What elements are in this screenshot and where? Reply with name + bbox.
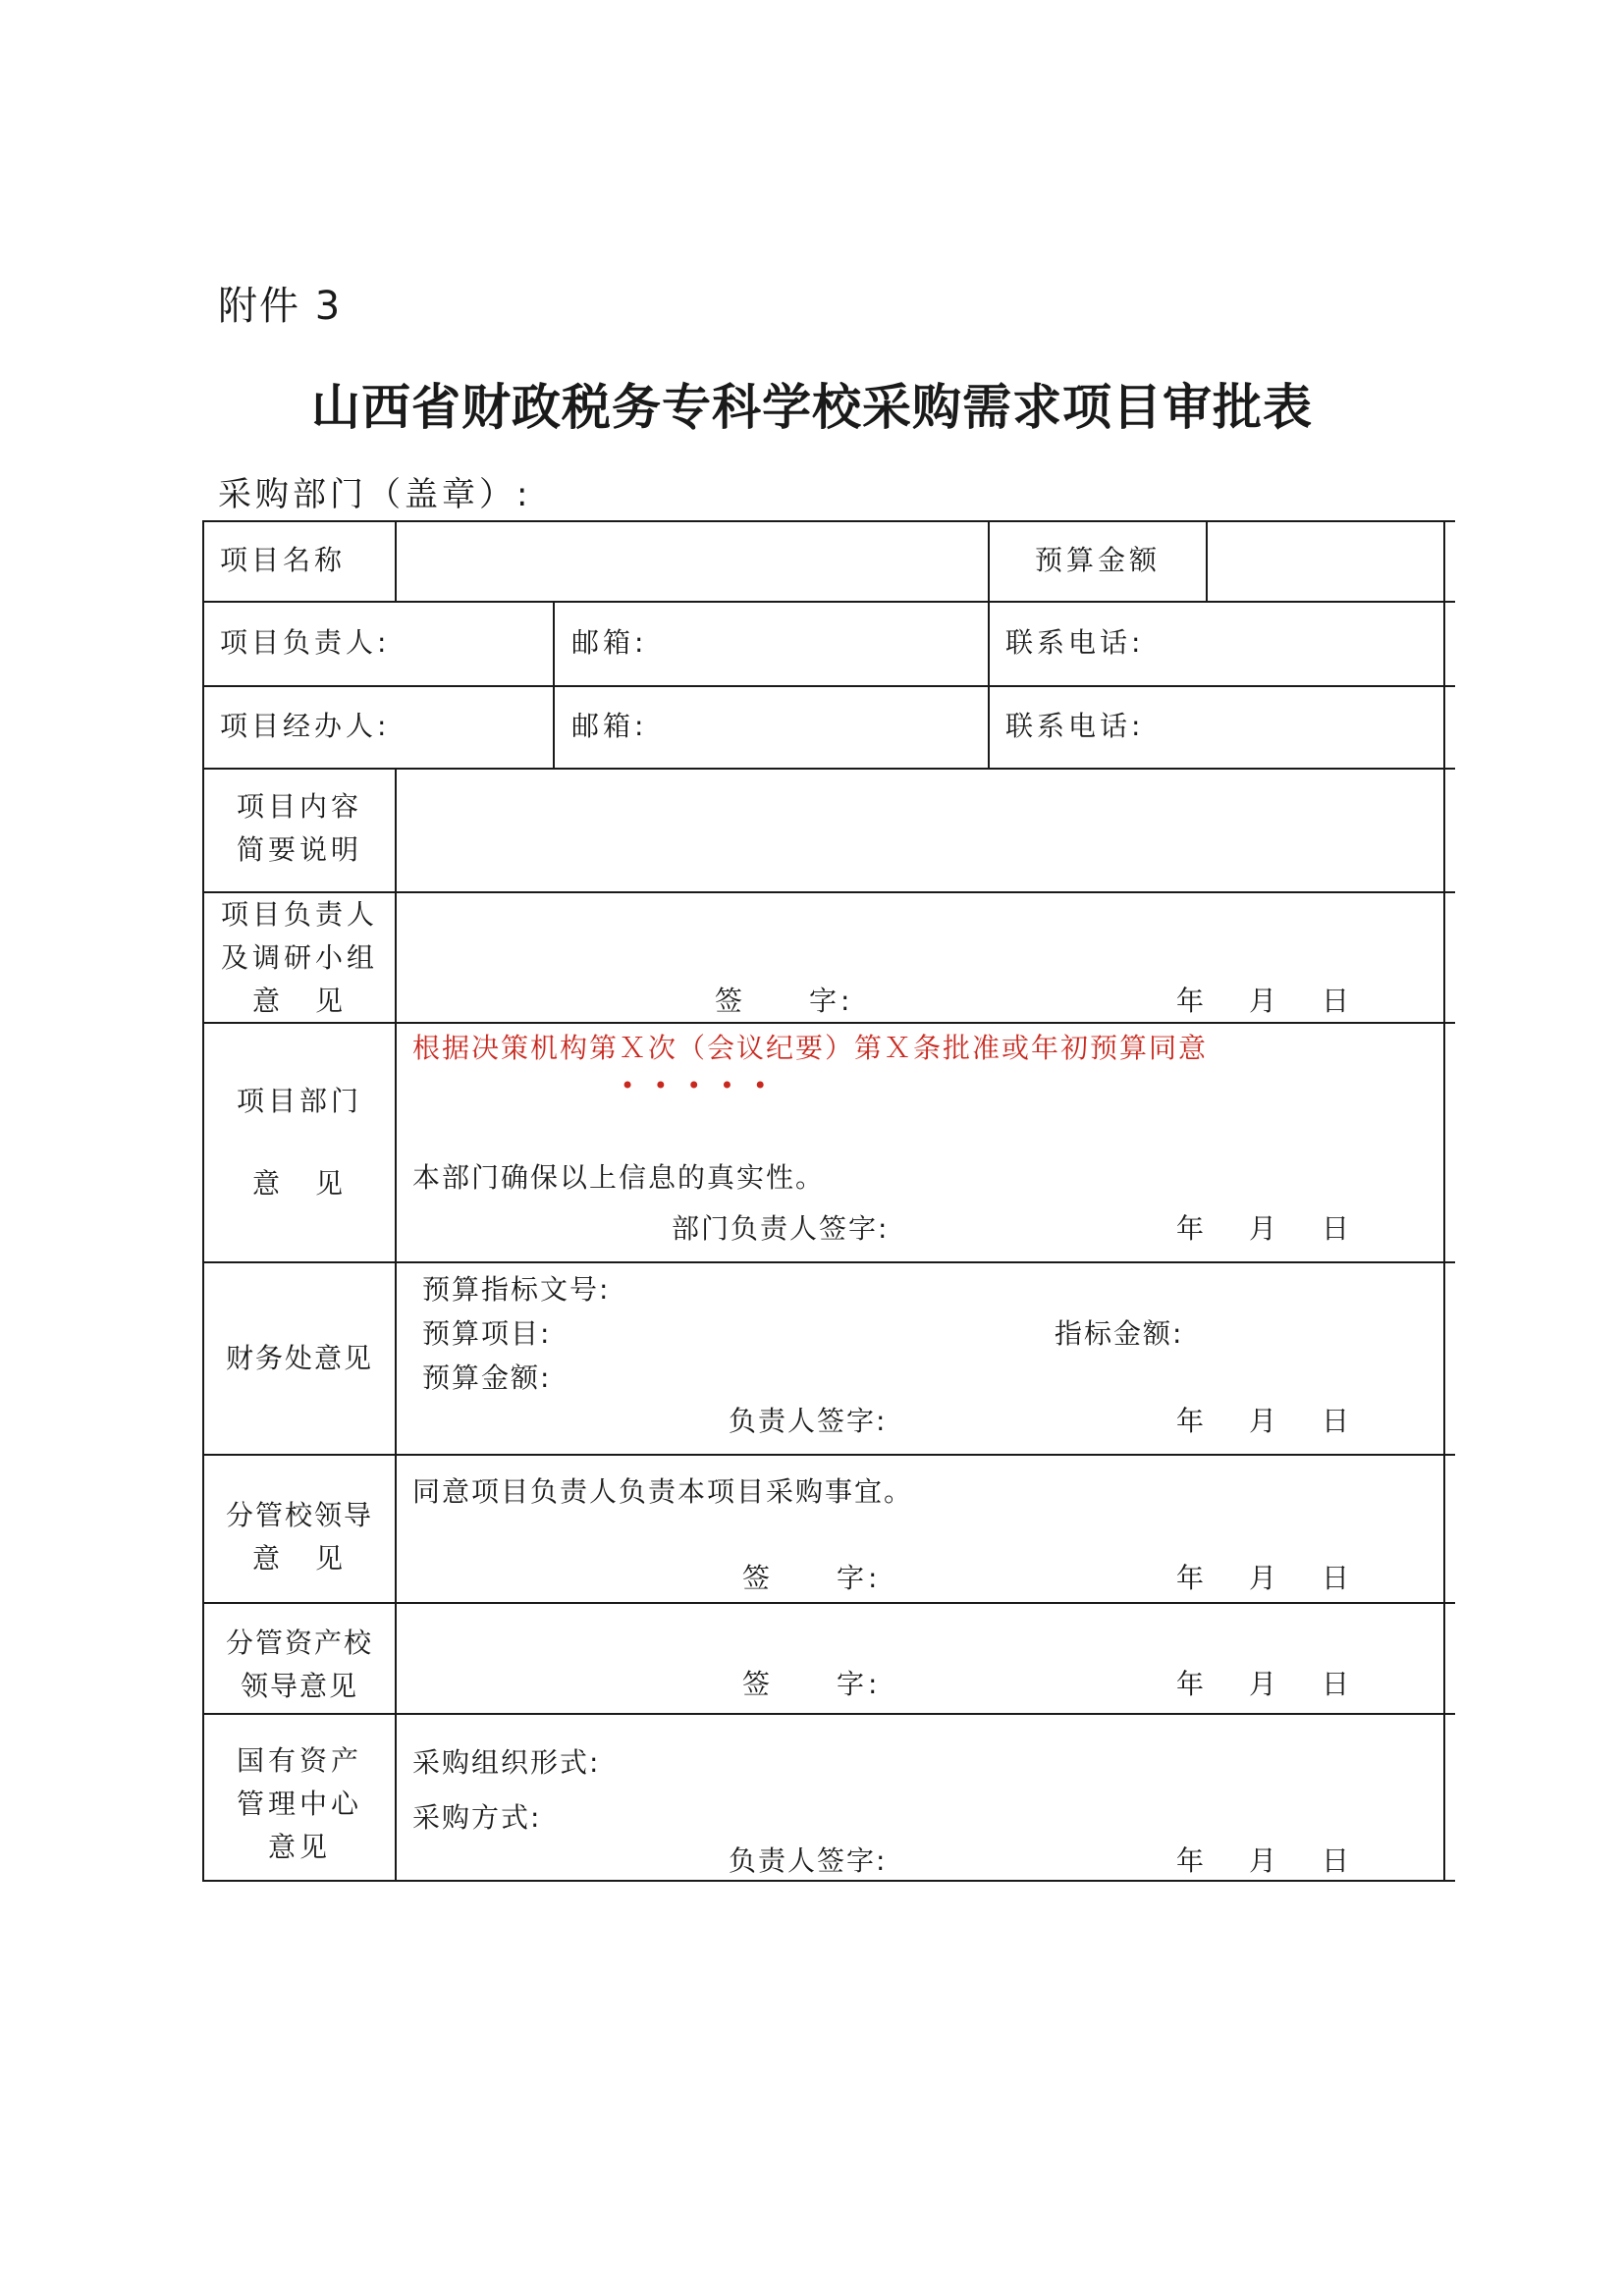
purchasing-department-label: 采购部门（盖章）: [218,475,532,514]
table-line [202,1713,1455,1715]
table-line [202,768,1455,770]
dept-opinion-label-line2: 意 见 [251,1167,347,1200]
finance-month: 月 [1249,1405,1281,1437]
state-asset-label-line1: 国有资产 [236,1744,362,1777]
research-sign-label: 签 字: [715,985,854,1017]
table-line [202,520,1455,522]
table-line [202,685,1455,687]
dept-statement: 本部门确保以上信息的真实性。 [412,1161,826,1194]
dept-sign-label: 部门负责人签字: [672,1212,890,1245]
table-line [395,768,397,1880]
finance-year: 年 [1176,1405,1209,1437]
state-asset-label-line3: 意见 [267,1831,331,1863]
table-line [202,891,1455,893]
budget-doc-no-label: 预算指标文号: [422,1273,611,1306]
table-line [1443,520,1445,1882]
asset-leader-label-line1: 分管资产校 [225,1627,373,1659]
budget-amount-field-label: 预算金额: [422,1362,552,1394]
table-line [202,1454,1455,1456]
handler-email-label: 邮箱: [571,710,648,742]
state-asset-label-line2: 管理中心 [236,1788,362,1820]
attachment-label: 附件 3 [218,284,343,329]
table-line [202,1602,1455,1604]
leader-day: 日 [1322,1562,1354,1594]
research-day: 日 [1322,985,1354,1017]
table-line [202,601,1455,603]
research-opinion-label-line3: 意 见 [251,985,347,1017]
table-line [202,1880,1455,1882]
budget-amount-label: 预算金额 [1034,544,1161,576]
asset-leader-label-line2: 领导意见 [240,1670,358,1702]
procurement-method-label: 采购方式: [412,1801,542,1834]
dept-year: 年 [1176,1212,1209,1245]
leader-opinion-label-line1: 分管校领导 [225,1499,373,1531]
leader-email-label: 邮箱: [571,626,648,659]
asset-leader-month: 月 [1249,1668,1281,1700]
table-line [202,1022,1455,1024]
handler-phone-label: 联系电话: [1005,710,1145,742]
state-asset-sign-label: 负责人签字: [729,1844,888,1877]
finance-day: 日 [1322,1405,1354,1437]
dept-red-instruction: 根据决策机构第Ｘ次（会议纪要）第Ｘ条批准或年初预算同意 [412,1032,1209,1064]
asset-leader-sign-label: 签 字: [742,1668,882,1700]
leader-sign-label: 签 字: [742,1562,882,1594]
leader-year: 年 [1176,1562,1209,1594]
dept-red-dots: • • • • • [621,1072,774,1099]
dept-opinion-label-line1: 项目部门 [236,1085,362,1117]
research-opinion-label-line2: 及调研小组 [220,941,378,974]
project-handler-label: 项目经办人: [220,710,391,742]
leader-month: 月 [1249,1562,1281,1594]
project-leader-label: 项目负责人: [220,626,391,659]
dept-month: 月 [1249,1212,1281,1245]
page-title: 山西省财政税务专科学校采购需求项目审批表 [311,378,1313,436]
asset-leader-year: 年 [1176,1668,1209,1700]
table-line [553,601,555,768]
finance-opinion-label: 财务处意见 [225,1342,373,1374]
project-name-label: 项目名称 [220,544,347,576]
table-line [395,520,397,601]
dept-day: 日 [1322,1212,1354,1245]
leader-opinion-label-line2: 意 见 [251,1542,347,1575]
research-opinion-label-line1: 项目负责人 [220,898,378,931]
finance-sign-label: 负责人签字: [729,1405,888,1437]
project-content-label-line1: 项目内容 [236,790,362,823]
state-asset-year: 年 [1176,1844,1209,1877]
leader-opinion-text: 同意项目负责人负责本项目采购事宜。 [412,1475,914,1508]
procurement-org-form-label: 采购组织形式: [412,1746,601,1779]
research-month: 月 [1249,985,1281,1017]
leader-phone-label: 联系电话: [1005,626,1145,659]
index-amount-label: 指标金额: [1055,1317,1184,1350]
research-year: 年 [1176,985,1209,1017]
state-asset-day: 日 [1322,1844,1354,1877]
asset-leader-day: 日 [1322,1668,1354,1700]
table-line [1206,520,1208,601]
project-content-label-line2: 简要说明 [236,833,362,866]
state-asset-month: 月 [1249,1844,1281,1877]
budget-item-label: 预算项目: [422,1317,552,1350]
table-line [202,1261,1455,1263]
